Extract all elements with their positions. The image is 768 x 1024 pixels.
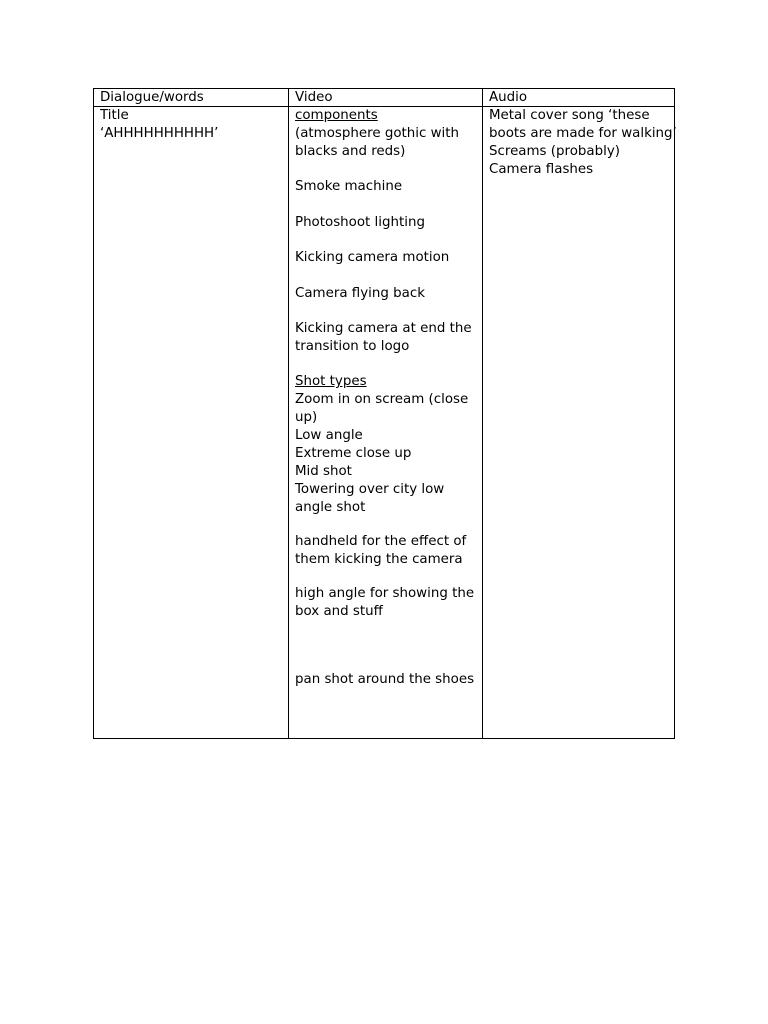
shot-type-line: Low angle <box>295 428 363 443</box>
video-item-lighting: Photoshoot lighting <box>295 215 425 230</box>
dialogue-header-row <box>94 89 288 107</box>
video-header: Video <box>295 90 333 105</box>
dialogue-cell <box>100 107 284 143</box>
dialogue-header: Dialogue/words <box>100 90 204 105</box>
shot-type-line: Extreme close up <box>295 446 412 461</box>
video-item-end-kick: transition to logo <box>295 339 410 354</box>
script-table <box>93 88 675 739</box>
shot-type-line: Zoom in on scream (close <box>295 392 469 407</box>
video-item-smoke: Smoke machine <box>295 179 403 194</box>
shot-type-line: Towering over city low <box>295 482 445 497</box>
components-line: blacks and reds) <box>295 144 406 159</box>
video-item-end-kick: Kicking camera at end the <box>295 321 472 336</box>
shot-type-line: angle shot <box>295 500 366 515</box>
video-item-handheld: them kicking the camera <box>295 552 463 567</box>
video-item-pan: pan shot around the shoes <box>295 672 475 687</box>
shot-types-heading: Shot types <box>295 374 367 389</box>
video-item-flying: Camera flying back <box>295 286 425 301</box>
components-heading: components <box>295 108 378 123</box>
shot-type-line: Mid shot <box>295 464 352 479</box>
video-item-handheld: handheld for the effect of <box>295 534 467 549</box>
shot-type-line: up) <box>295 410 318 425</box>
audio-line: Metal cover song ‘these <box>489 108 650 123</box>
video-header-row <box>289 89 482 107</box>
audio-header-row <box>483 89 675 107</box>
dialogue-column <box>94 89 288 738</box>
audio-line: Screams (probably) <box>489 144 620 159</box>
audio-line: boots are made for walking’ <box>489 126 677 141</box>
audio-header: Audio <box>489 90 528 105</box>
audio-column <box>482 89 675 738</box>
audio-cell <box>489 107 677 179</box>
dialogue-line: ‘AHHHHHHHHHH’ <box>100 126 219 141</box>
video-item-high-angle: high angle for showing the <box>295 586 475 601</box>
audio-line: Camera flashes <box>489 162 594 177</box>
video-cell <box>295 107 478 689</box>
components-line: (atmosphere gothic with <box>295 126 460 141</box>
dialogue-line: Title <box>100 108 129 123</box>
video-column <box>288 89 482 738</box>
video-item-high-angle: box and stuff <box>295 604 383 619</box>
video-item-kicking: Kicking camera motion <box>295 250 450 265</box>
